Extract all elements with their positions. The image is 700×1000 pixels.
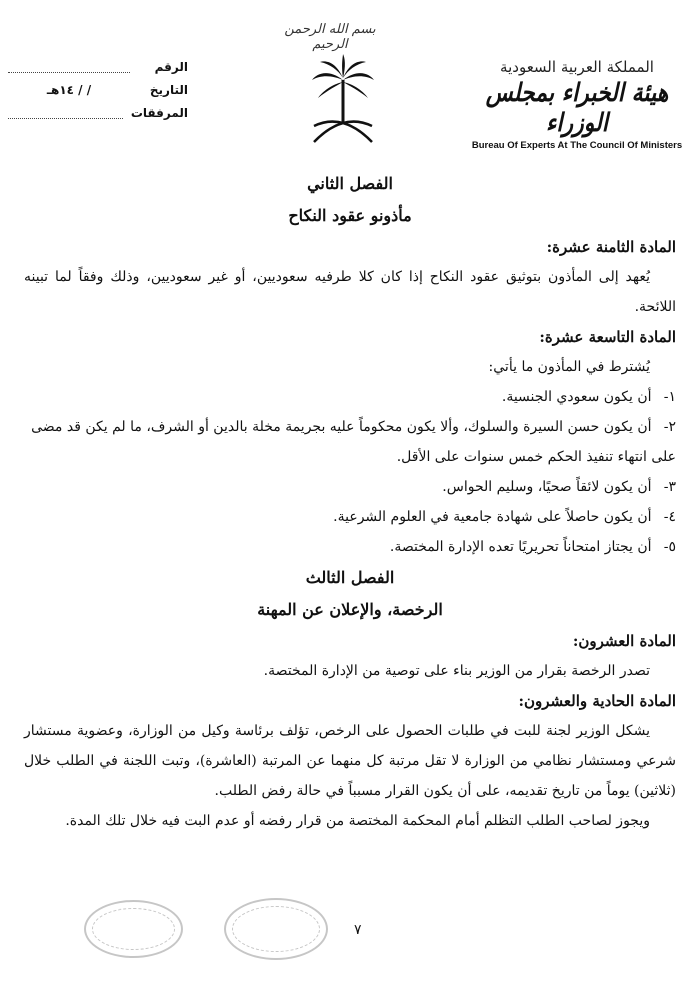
bureau-name-english: Bureau Of Experts At The Council Of Ministers (471, 140, 683, 151)
article-21-text-2: ويجوز لصاحب الطلب التظلم أمام المحكمة المختصة من قرار رفضه أو عدم البت فيه خلال تلك المدة. (65, 813, 650, 829)
list-text: أن يكون حسن السيرة والسلوك، وألا يكون محكوماً عليه بجريمة مخلة بالدين أو الشرف، ما لم يكن قد مضى على انتهاء تنفيذ الحكم خمس سنوات على الأقل. (31, 419, 676, 465)
saudi-emblem-icon (308, 50, 378, 150)
chapter-3-subtitle: الرخصة، والإعلان عن المهنة (257, 600, 443, 619)
official-seal-icon (224, 898, 328, 960)
attachments-line (8, 106, 188, 120)
list-number: ٤- (663, 509, 676, 525)
list-item (24, 532, 676, 562)
reference-line (8, 60, 188, 74)
list-number: ٣- (663, 479, 676, 495)
basmala: بسم الله الرحمن الرحيم (284, 22, 376, 52)
attachments-label: المرفقات (130, 106, 188, 120)
bureau-header (462, 58, 692, 151)
article-18-text: يُعهد إلى المأذون بتوثيق عقود النكاح إذا كان كلا طرفيه سعوديين، أو غير سعوديين، وذلك وفقاً لما تبينه اللائحة. (24, 269, 676, 315)
page-number: ٧ (354, 922, 362, 938)
article-21-text-1: يشكل الوزير لجنة للبت في طلبات الحصول على الرخص، تؤلف برئاسة وكيل من الوزارة، وعضوية مستشار شرعي ومستشار نظامي من الوزارة لا تقل مرتبة كل منهما عن المرتبة (العاشرة)، وتبت اللجنة في الطلب خلال (ثلاثين) يوماً من تاريخ تقديمه، على أن يكون القرار مسبباً في حالة رفض الطلب. (24, 723, 676, 799)
document-body (24, 168, 676, 836)
article-20-text: تصدر الرخصة بقرار من الوزير بناء على توصية من الإدارة المختصة. (263, 663, 650, 679)
list-number: ٢- (663, 419, 676, 435)
reference-block (8, 60, 188, 129)
list-text: أن يكون سعودي الجنسية. (501, 389, 652, 405)
list-text: أن يجتاز امتحاناً تحريريًا تعده الإدارة المختصة. (389, 539, 652, 555)
article-21-heading: المادة الحادية والعشرون: (518, 692, 676, 710)
official-seal-icon (84, 900, 183, 958)
date-value: / / ١٤هـ (46, 83, 92, 97)
list-number: ١- (663, 389, 676, 405)
list-item (24, 412, 676, 472)
list-number: ٥- (663, 539, 676, 555)
bureau-name-arabic: هيئة الخبراء بمجلس الوزراء (485, 78, 669, 138)
reference-blank (8, 62, 130, 73)
list-item (24, 382, 676, 412)
article-18-heading: المادة الثامنة عشرة: (546, 238, 676, 256)
article-20-heading: المادة العشرون: (572, 632, 676, 650)
list-item (24, 472, 676, 502)
chapter-3-title: الفصل الثالث (305, 568, 395, 587)
list-text: أن يكون حاصلاً على شهادة جامعية في العلوم الشرعية. (333, 509, 652, 525)
chapter-2-subtitle: مأذونو عقود النكاح (288, 206, 412, 225)
list-text: أن يكون لائقاً صحيًا، وسليم الحواس. (442, 479, 652, 495)
kingdom-name: المملكة العربية السعودية (500, 58, 654, 76)
reference-label: الرقم (154, 60, 188, 74)
chapter-2-title: الفصل الثاني (307, 174, 393, 193)
article-19-heading: المادة التاسعة عشرة: (539, 328, 676, 346)
attachments-blank (8, 108, 123, 119)
list-item (24, 502, 676, 532)
date-label: التاريخ (149, 83, 188, 97)
article-19-intro: يُشترط في المأذون ما يأتي: (488, 359, 650, 375)
date-line (8, 83, 188, 97)
